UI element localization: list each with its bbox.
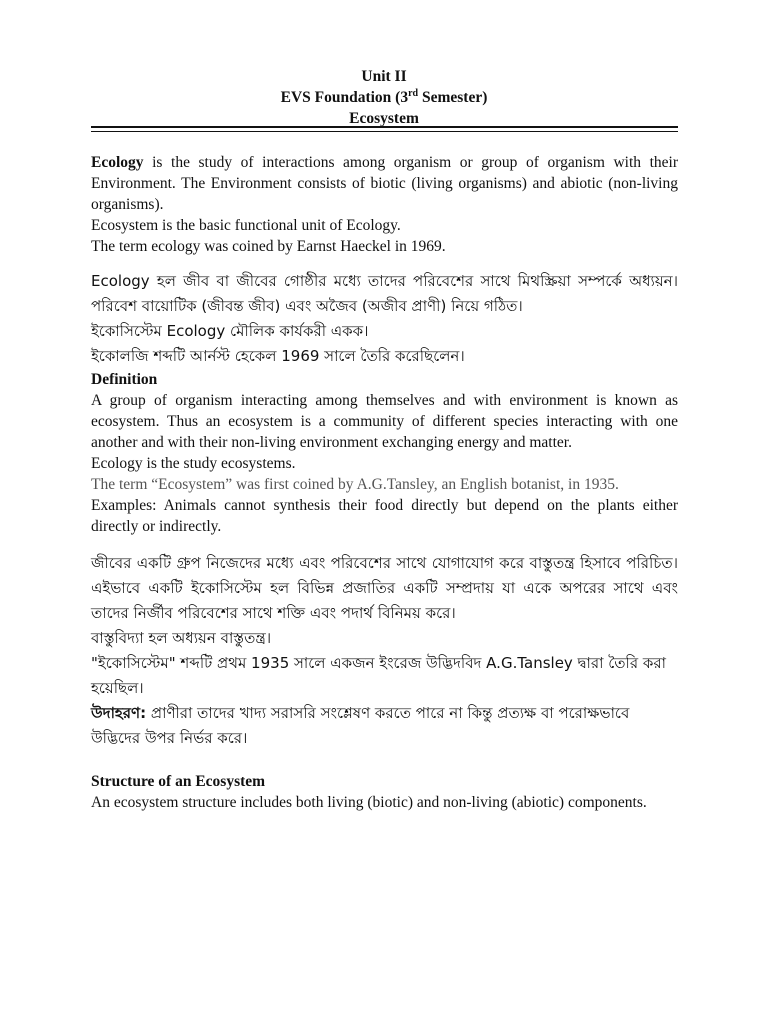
- bengali-example-line: উদাহরণ: প্রাণীরা তাদের খাদ্য সরাসরি সংশ্লেষণ করতে পারে না কিন্তু প্রত্যক্ষ বা পরোক্ষভাবে উদ্ভিদের উপর নির্ভর করে।: [91, 704, 630, 747]
- bengali-definition-paragraph: জীবের একটি গ্রুপ নিজেদের মধ্যে এবং পরিবেশের সাথে যোগাযোগ করে বাস্তুতন্ত্র হিসাবে পরিচিত। এইভাবে একটি ইকোসিস্টেম হল বিভিন্ন প্রজাতির একটি সম্প্রদায় যা একে অপরের সাথে এবং তাদের নির্জীব পরিবেশের সাথে শক্তি এবং পদার্থ বিনিময় করে।: [91, 554, 678, 622]
- definition-heading: Definition: [91, 371, 158, 388]
- unit-title: Unit II: [361, 68, 407, 85]
- structure-paragraph: An ecosystem structure includes both living (biotic) and non-living (abiotic) components.: [91, 794, 647, 811]
- ecology-study-line: Ecology is the study ecosystems.: [91, 455, 296, 472]
- course-title: EVS Foundation (3rd Semester): [280, 87, 488, 106]
- ecology-coined-line: The term ecology was coined by Earnst Haeckel in 1969.: [91, 238, 446, 255]
- examples-line: Examples: Animals cannot synthesis their food directly but depend on the plants either directly or indirectly.: [91, 497, 678, 535]
- ecology-definition: Ecology is the study of interactions among organism or group of organism with their Environment. The Environment consists of biotic (living organisms) and abiotic (non-living organisms).: [91, 154, 678, 213]
- definition-paragraph: A group of organism interacting among themselves and with environment is known as ecosystem. Thus an ecosystem is a community of different species interacting with one another and with their non-living environment exchanging energy and matter.: [91, 392, 678, 451]
- bengali-intro-line-3: ইকোলজি শব্দটি আর্নস্ট হেকেল 1969 সালে তৈরি করেছিলেন।: [91, 347, 465, 365]
- tansley-line: The term “Ecosystem” was first coined by A.G.Tansley, an English botanist, in 1935.: [91, 476, 619, 493]
- bengali-tansley-line: "ইকোসিস্টেম" শব্দটি প্রথম 1935 সালে একজন ইংরেজ উদ্ভিদবিদ A.G.Tansley দ্বারা তৈরি করা হয়েছিল।: [91, 654, 666, 697]
- header-rule-thick: [91, 126, 678, 128]
- ordinal-superscript: rd: [408, 87, 419, 99]
- topic-title: Ecosystem: [349, 110, 419, 127]
- structure-heading: Structure of an Ecosystem: [91, 773, 266, 790]
- bengali-intro-line-2: ইকোসিস্টেম Ecology মৌলিক কার্যকরী একক।: [91, 322, 369, 340]
- bengali-intro-line-1: Ecology হল জীব বা জীবের গোষ্ঠীর মধ্যে তাদের পরিবেশের সাথে মিথস্ক্রিয়া সম্পর্কে অধ্যয়ন। পরিবেশ বায়োটিক (জীবন্ত জীব) এবং অজৈব (অজীব প্রাণী) নিয়ে গঠিত।: [91, 272, 678, 315]
- bengali-ecology-line: বাস্তুবিদ্যা হল অধ্যয়ন বাস্তুতন্ত্র।: [91, 629, 272, 647]
- ecosystem-unit-line: Ecosystem is the basic functional unit of Ecology.: [91, 217, 401, 234]
- ecology-term: Ecology: [91, 154, 144, 171]
- header-rule-thin: [91, 131, 678, 132]
- document-body: [91, 152, 678, 813]
- bengali-example-label: উদাহরণ:: [91, 704, 147, 722]
- document-header: [0, 66, 768, 129]
